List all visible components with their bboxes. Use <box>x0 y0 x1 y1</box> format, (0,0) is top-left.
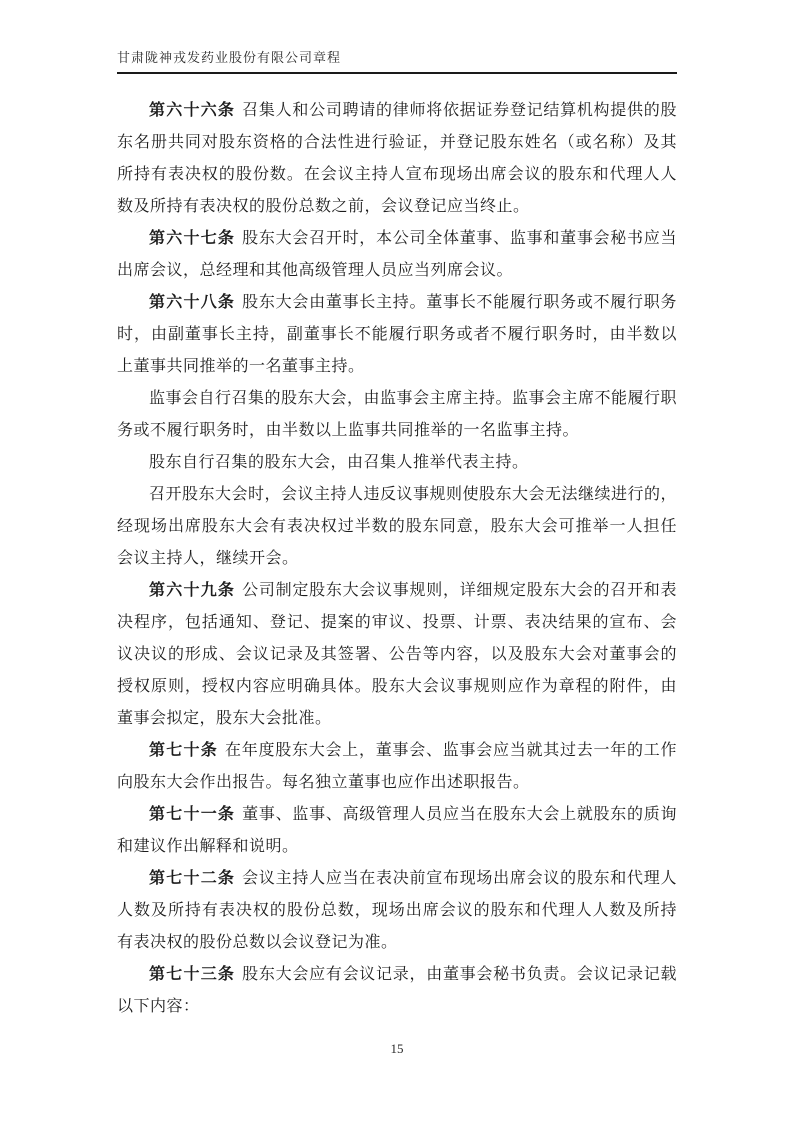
article-number: 第七十三条 <box>149 966 236 983</box>
article-number: 第六十九条 <box>149 582 236 599</box>
page-footer <box>117 1040 677 1058</box>
article-number: 第六十八条 <box>149 294 236 311</box>
article-paragraph: 第七十三条 股东大会应有会议记录，由董事会秘书负责。会议记录记载以下内容： <box>117 966 677 1015</box>
article-paragraph: 第六十八条 股东大会由董事长主持。董事长不能履行职务或不履行职务时，由副董事长主持，副董事长不能履行职务或者不履行职务时，由半数以上董事共同推举的一名董事主持。 <box>117 294 677 375</box>
article-paragraph: 第六十九条 公司制定股东大会议事规则，详细规定股东大会的召开和表决程序，包括通知、登记、提案的审议、投票、计票、表决结果的宣布、会议决议的形成、会议记录及其签署、公告等内容，以及股东大会对董事会的授权原则，授权内容应明确具体。股东大会议事规则应作为章程的附件，由董事会拟定，股东大会批准。 <box>117 582 677 727</box>
body-paragraph: 监事会自行召集的股东大会，由监事会主席主持。监事会主席不能履行职务或不履行职务时，由半数以上监事共同推举的一名监事主持。 <box>117 390 678 439</box>
document-body <box>117 95 677 1023</box>
body-paragraph: 股东自行召集的股东大会，由召集人推举代表主持。 <box>149 454 529 471</box>
article-number: 第七十条 <box>149 742 218 759</box>
article-paragraph: 第七十二条 会议主持人应当在表决前宣布现场出席会议的股东和代理人人数及所持有表决权的股份总数，现场出席会议的股东和代理人人数及所持有表决权的股份总数以会议登记为准。 <box>117 870 677 951</box>
article-paragraph: 第六十七条 股东大会召开时，本公司全体董事、监事和董事会秘书应当出席会议，总经理和其他高级管理人员应当列席会议。 <box>117 230 677 279</box>
article-paragraph: 第七十条 在年度股东大会上，董事会、监事会应当就其过去一年的工作向股东大会作出报告。每名独立董事也应作出述职报告。 <box>117 742 677 791</box>
body-paragraph: 召开股东大会时，会议主持人违反议事规则使股东大会无法继续进行的，经现场出席股东大会有表决权过半数的股东同意，股东大会可推举一人担任会议主持人，继续开会。 <box>117 486 678 567</box>
article-paragraph: 第六十六条 召集人和公司聘请的律师将依据证券登记结算机构提供的股东名册共同对股东资格的合法性进行验证，并登记股东姓名（或名称）及其所持有表决权的股份数。在会议主持人宣布现场出席会议的股东和代理人人数及所持有表决权的股份总数之前，会议登记应当终止。 <box>117 102 677 215</box>
article-number: 第七十二条 <box>149 870 236 887</box>
page-header <box>117 0 677 74</box>
article-paragraph: 第七十一条 董事、监事、高级管理人员应当在股东大会上就股东的质询和建议作出解释和说明。 <box>117 806 677 855</box>
article-number: 第七十一条 <box>149 806 236 823</box>
page-number: 15 <box>390 1041 404 1056</box>
article-number: 第六十六条 <box>149 102 236 119</box>
article-number: 第六十七条 <box>149 230 236 247</box>
header-title: 甘肃陇神戎发药业股份有限公司章程 <box>117 50 342 65</box>
